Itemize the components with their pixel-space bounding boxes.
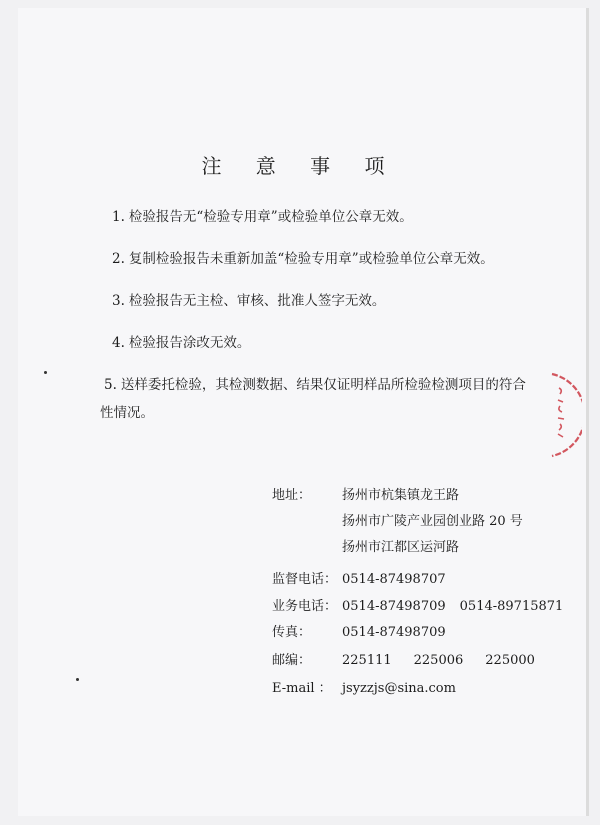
fax-row <box>272 621 446 640</box>
notice-number: 2. <box>112 251 125 267</box>
notice-number: 5. <box>104 377 117 393</box>
address-row <box>272 484 459 503</box>
notice-item <box>112 205 542 229</box>
notice-item <box>112 289 542 313</box>
supervision-phone-label: 监督电话： <box>272 572 338 587</box>
business-phone-label: 业务电话： <box>272 599 338 614</box>
address-row <box>342 510 523 529</box>
postcode: 225006 <box>413 653 464 668</box>
fax-number: 0514-87498709 <box>342 625 446 640</box>
notice-item <box>100 373 542 425</box>
notice-text: 送样委托检验，其检测数据、结果仅证明样品所检验检测项目的符合 <box>120 377 526 393</box>
notice-item <box>112 247 542 271</box>
notice-item <box>112 331 542 355</box>
email-row <box>272 677 456 696</box>
fax-label: 传真： <box>272 625 312 640</box>
postcode: 225111 <box>342 653 392 668</box>
speck <box>76 678 79 681</box>
notice-text: 复制检验报告未重新加盖“检验专用章”或检验单位公章无效。 <box>128 251 494 267</box>
email-label: E-mail ： <box>272 681 332 696</box>
email-address: jsyzzjs@sina.com <box>342 681 456 696</box>
speck <box>44 371 47 374</box>
business-phone: 0514-87498709 <box>342 599 446 614</box>
notice-text-continuation: 性情况。 <box>100 405 154 421</box>
address-line: 扬州市江都区运河路 <box>342 540 460 555</box>
postcode-label: 邮编： <box>272 653 312 668</box>
notice-number: 4. <box>112 335 125 351</box>
notice-text: 检验报告无主检、审核、批准人签字无效。 <box>128 293 386 309</box>
notice-text: 检验报告无“检验专用章”或检验单位公章无效。 <box>128 209 413 225</box>
address-label: 地址： <box>272 488 312 503</box>
address-row <box>342 536 459 555</box>
postcode: 225000 <box>485 653 535 668</box>
supervision-phone-row <box>272 568 446 587</box>
address-line: 扬州市杭集镇龙王路 <box>342 488 460 503</box>
business-phone-row <box>272 595 563 614</box>
notice-number: 1. <box>112 209 125 225</box>
notice-number: 3. <box>112 293 125 309</box>
address-line: 扬州市广陵产业园创业路 20 号 <box>342 514 523 529</box>
supervision-phone: 0514-87498707 <box>342 572 446 587</box>
postcode-row <box>272 649 535 668</box>
page-title: 注 意 事 项 <box>201 154 399 178</box>
notice-text: 检验报告涂改无效。 <box>128 335 251 351</box>
official-seal-icon <box>522 370 582 460</box>
notice-list <box>100 205 542 443</box>
business-phone: 0514-89715871 <box>459 599 564 614</box>
